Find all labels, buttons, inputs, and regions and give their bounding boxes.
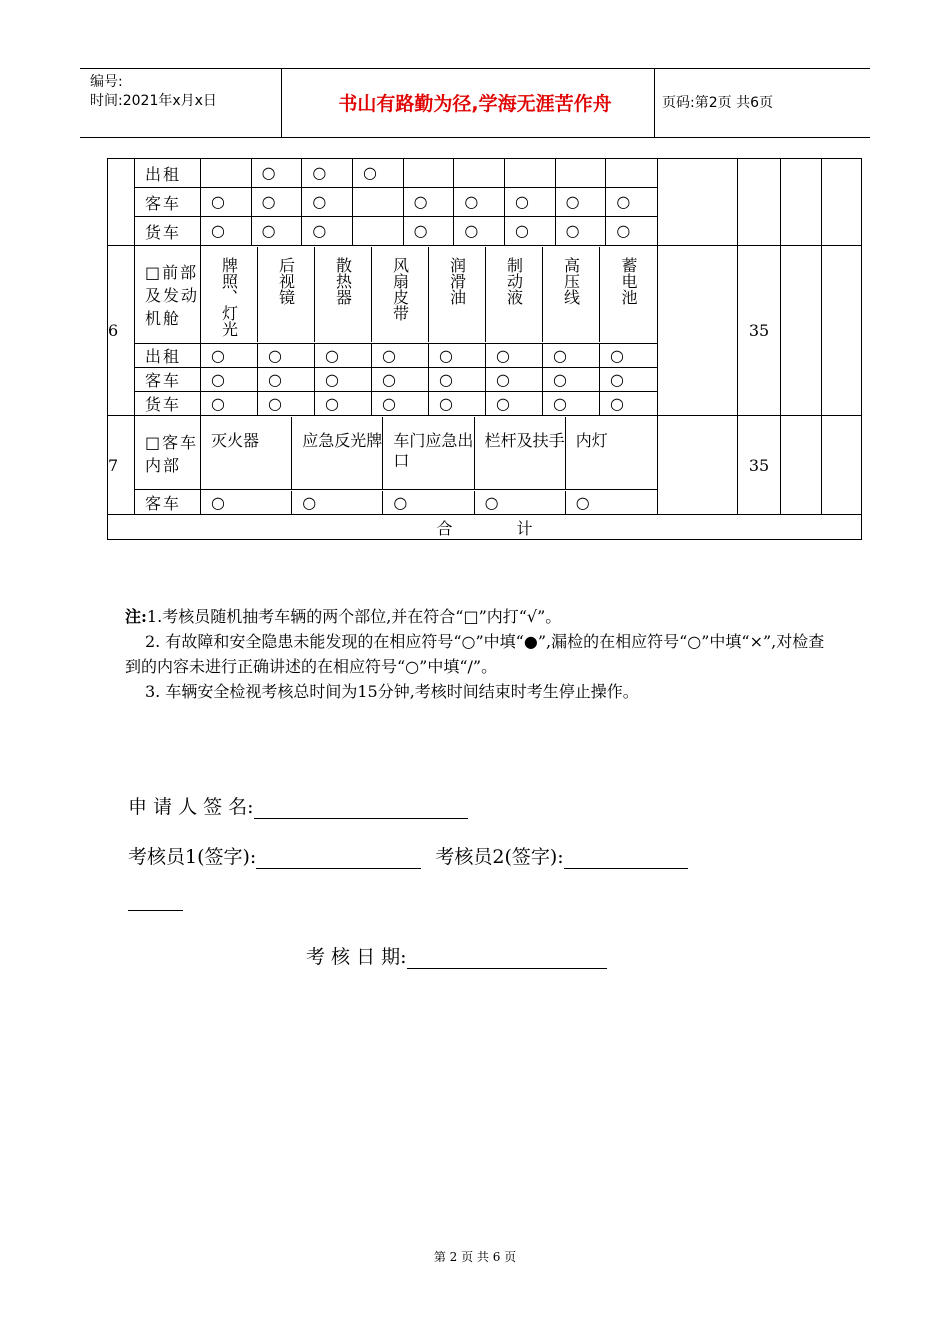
- check-circle: [353, 188, 404, 216]
- check-circle: ○: [454, 217, 505, 245]
- check-circle: [201, 159, 252, 187]
- inspection-item: 灭火器: [201, 417, 292, 489]
- check-circle: ○: [302, 188, 353, 216]
- check-cells: [201, 490, 658, 515]
- code-label: 编号:: [90, 74, 123, 90]
- inspection-item: 内灯: [575, 430, 608, 450]
- applicant-sign-line[interactable]: [254, 796, 468, 819]
- check-circle: ○: [404, 217, 455, 245]
- section-5-num: [108, 159, 135, 246]
- check-circle: ○: [353, 159, 404, 187]
- check-circle: ○: [505, 217, 556, 245]
- inspection-item: 后视镜: [276, 257, 296, 305]
- inspection-item: 润滑油: [447, 257, 467, 305]
- inspection-item: 牌照、灯光: [219, 257, 239, 337]
- inspection-item: 制动液: [504, 257, 524, 305]
- section-7: [108, 416, 862, 515]
- check-circle: ○: [429, 344, 486, 367]
- note-3: 3. 车辆安全检视考核总时间为15分钟,考核时间结束时考生停止操作。: [145, 682, 639, 701]
- check-circle: ○: [302, 159, 353, 187]
- check-circle: ○: [201, 491, 292, 514]
- section-6-col7: [822, 246, 862, 416]
- date-label: 考 核 日 期:: [306, 946, 407, 968]
- examiner1-label: 考核员1(签字):: [128, 846, 257, 868]
- check-circle: ○: [454, 188, 505, 216]
- check-circle: ○: [616, 192, 631, 211]
- section-6-blank: [658, 246, 738, 416]
- inspection-item-cell: [315, 247, 372, 342]
- check-circle: ○: [315, 344, 372, 367]
- examiner2-sign-line-continued: [128, 910, 183, 911]
- section-7-num: 7: [108, 416, 135, 515]
- section-7-category: □客车内部: [135, 416, 201, 490]
- check-cells: [201, 344, 658, 368]
- check-circle: [454, 159, 505, 187]
- section-6: [108, 246, 862, 416]
- vehicle-label: 出租: [135, 344, 201, 368]
- check-circle: ○: [475, 491, 566, 514]
- note-1: 1.考核员随机抽考车辆的两个部位,并在符合“□”内打“√”。: [146, 607, 562, 626]
- check-circle: [556, 159, 607, 187]
- check-circle: ○: [292, 491, 383, 514]
- check-circle: ○: [404, 188, 455, 216]
- section-7-score: 35: [738, 416, 781, 515]
- section-7-blank: [658, 416, 738, 515]
- page-header: [80, 68, 870, 138]
- check-circle: ○: [486, 368, 543, 391]
- inspection-item-cell: [201, 247, 258, 342]
- examiner2-label: 考核员2(签字):: [435, 846, 564, 868]
- inspection-item-cell: [600, 247, 657, 342]
- examiner-signatures: [128, 842, 688, 869]
- inspection-item-cell: [372, 247, 429, 342]
- inspection-item-cell: [543, 247, 600, 342]
- check-circle: ○: [383, 491, 474, 514]
- check-circle: ○: [252, 217, 303, 245]
- check-circle: ○: [372, 344, 429, 367]
- header-meta: [90, 73, 217, 111]
- check-circle: ○: [201, 392, 258, 415]
- check-circle: ○: [610, 394, 624, 413]
- section-7-col6: [781, 416, 822, 515]
- check-circle: [606, 159, 657, 187]
- section-5-score: [738, 159, 781, 246]
- check-circle: ○: [201, 344, 258, 367]
- time-label: 时间:2021年x月x日: [90, 93, 217, 109]
- section-5-col7: [822, 159, 862, 246]
- check-cells: [201, 392, 658, 416]
- check-cells: [201, 368, 658, 392]
- vehicle-label: 客车: [135, 490, 201, 515]
- check-circle: ○: [486, 344, 543, 367]
- vehicle-label: 货车: [135, 392, 201, 416]
- check-circle: ○: [315, 368, 372, 391]
- section-6-score: 35: [738, 246, 781, 416]
- inspection-item-cell: [258, 247, 315, 342]
- notes-prefix: 注:: [125, 607, 147, 626]
- check-circle: ○: [201, 217, 252, 245]
- applicant-signature: [128, 792, 468, 819]
- inspection-item: 车门应急出口: [383, 417, 474, 489]
- inspection-table: [107, 158, 862, 540]
- check-circle: ○: [302, 217, 353, 245]
- check-circle: ○: [543, 344, 600, 367]
- check-circle: ○: [252, 159, 303, 187]
- inspection-item-cell: [429, 247, 486, 342]
- check-circle: ○: [252, 188, 303, 216]
- section-7-items: [201, 416, 658, 490]
- header-motto: 书山有路勤为径,学海无涯苦作舟: [338, 93, 612, 115]
- check-circle: ○: [258, 368, 315, 391]
- check-circle: ○: [556, 217, 607, 245]
- check-circle: ○: [429, 392, 486, 415]
- inspection-item: 蓄电池: [619, 257, 638, 305]
- inspection-item: 散热器: [333, 257, 353, 305]
- section-6-category: □前部及发动机舱: [135, 246, 201, 344]
- check-cells: [201, 188, 658, 217]
- section-6-col6: [781, 246, 822, 416]
- check-circle: ○: [610, 346, 624, 365]
- check-circle: ○: [429, 368, 486, 391]
- inspection-item: 高压线: [561, 257, 581, 305]
- check-circle: ○: [556, 188, 607, 216]
- inspection-item: 应急反光牌: [292, 417, 383, 489]
- section-5-col6: [781, 159, 822, 246]
- date-line[interactable]: [407, 946, 607, 969]
- check-circle: ○: [486, 392, 543, 415]
- header-divider: [281, 69, 282, 137]
- section-5-blank: [658, 159, 738, 246]
- check-circle: ○: [372, 392, 429, 415]
- section-6-items: [201, 246, 658, 344]
- vehicle-label: 出租: [135, 159, 201, 188]
- check-circle: ○: [543, 368, 600, 391]
- check-cells: [201, 217, 658, 246]
- examiner1-sign-line[interactable]: [256, 846, 421, 869]
- section-6-num: 6: [108, 246, 135, 416]
- check-circle: ○: [505, 188, 556, 216]
- check-circle: ○: [610, 370, 624, 389]
- check-circle: [404, 159, 455, 187]
- page-footer: 第 2 页 共 6 页: [433, 1250, 517, 1264]
- section-7-col7: [822, 416, 862, 515]
- applicant-label: 申 请 人 签 名:: [128, 796, 254, 818]
- inspection-item: 风扇皮带: [390, 257, 410, 321]
- check-circle: ○: [258, 392, 315, 415]
- check-circle: ○: [616, 221, 631, 240]
- header-page-info: 页码:第2页 共6页: [662, 95, 773, 111]
- inspection-item-cell: [486, 247, 543, 342]
- examiner2-sign-line[interactable]: [564, 846, 688, 869]
- check-circle: ○: [315, 392, 372, 415]
- section-5: [108, 159, 862, 246]
- check-circle: ○: [201, 368, 258, 391]
- notes: [125, 604, 830, 704]
- check-circle: ○: [201, 188, 252, 216]
- total-row: 合 计: [108, 515, 862, 540]
- inspection-item: 栏杆及扶手: [475, 417, 566, 489]
- vehicle-label: 客车: [135, 368, 201, 392]
- check-circle: [505, 159, 556, 187]
- exam-date: [306, 942, 607, 969]
- vehicle-label: 客车: [135, 188, 201, 217]
- vehicle-label: 货车: [135, 217, 201, 246]
- check-circle: ○: [372, 368, 429, 391]
- check-circle: ○: [575, 492, 590, 512]
- check-circle: ○: [258, 344, 315, 367]
- check-circle: ○: [543, 392, 600, 415]
- check-circle: [353, 217, 404, 245]
- note-2: 2. 有故障和安全隐患未能发现的在相应符号“○”中填“●”,漏检的在相应符号“○”中填“×”,对检查到的内容未进行正确讲述的在相应符号“○”中填“/”。: [125, 632, 825, 676]
- check-cells: [201, 159, 658, 188]
